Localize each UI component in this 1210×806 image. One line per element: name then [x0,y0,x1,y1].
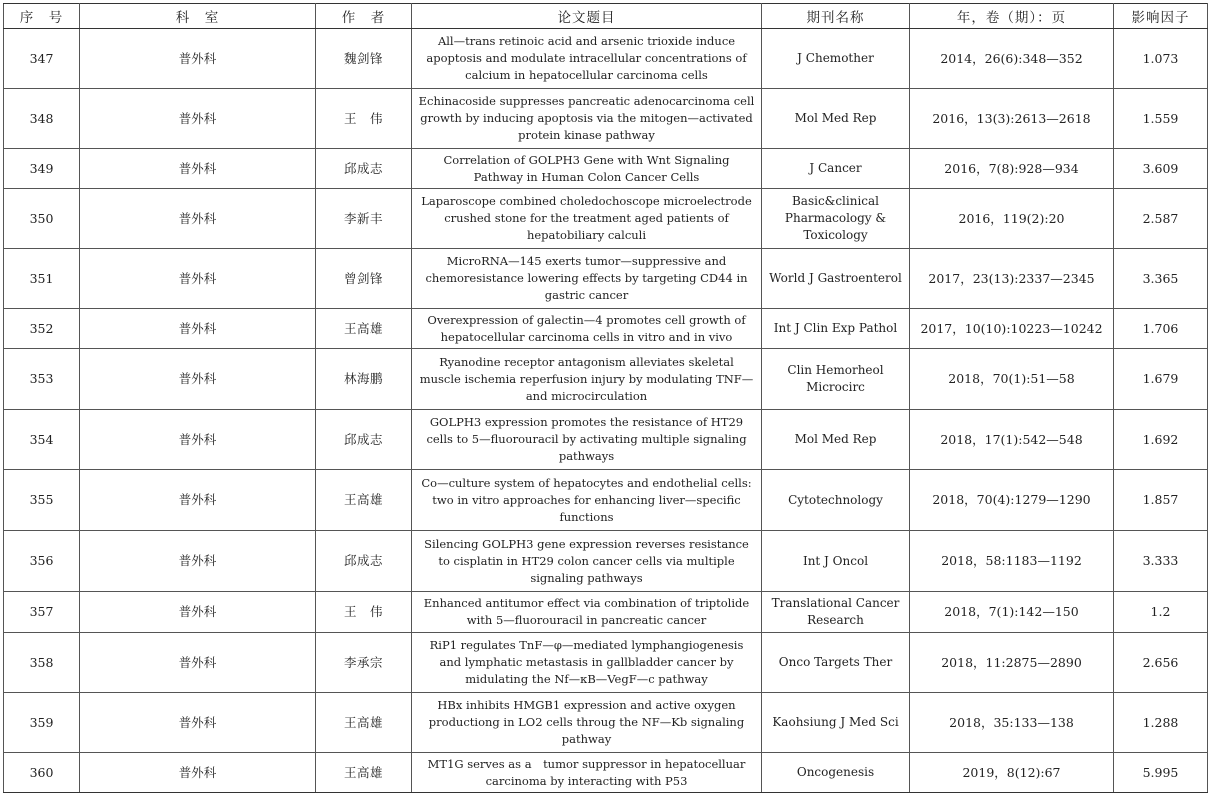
cell-title: Laparoscope combined choledochoscope microelectrode crushed stone for the treatment aged patients of hepatobiliary calculi [412,189,762,249]
table-row [4,149,1208,189]
cell-journal: Mol Med Rep [762,410,910,470]
table-row [4,309,1208,349]
table-header-row [4,4,1208,29]
cell-journal: Basic&clinical Pharmacology & Toxicology [762,189,910,249]
cell-citation: 2018，11:2875—2890 [910,633,1114,693]
header-serial: 序 号 [4,4,80,29]
cell-author: 李新丰 [316,189,412,249]
cell-author: 王高雄 [316,753,412,793]
table-row [4,753,1208,793]
cell-department: 普外科 [80,249,316,309]
cell-citation: 2018，58:1183—1192 [910,531,1114,592]
cell-department: 普外科 [80,531,316,592]
cell-citation: 2017，10(10):10223—10242 [910,309,1114,349]
cell-department: 普外科 [80,29,316,89]
header-title: 论文题目 [412,4,762,29]
cell-department: 普外科 [80,149,316,189]
cell-citation: 2016，7(8):928—934 [910,149,1114,189]
cell-serial: 355 [4,470,80,531]
table-row [4,249,1208,309]
cell-serial: 349 [4,149,80,189]
cell-author: 王高雄 [316,693,412,753]
cell-author: 王 伟 [316,89,412,149]
header-citation: 年，卷（期）：页 [910,4,1114,29]
cell-serial: 356 [4,531,80,592]
cell-title: Co—culture system of hepatocytes and endothelial cells: two in vitro approaches for enhancing liver—specific functions [412,470,762,531]
table-row [4,29,1208,89]
cell-title: All—trans retinoic acid and arsenic trioxide induce apoptosis and modulate intracellular concentrations of calcium in hepatocellular carcinoma cells [412,29,762,89]
cell-journal: Oncogenesis [762,753,910,793]
cell-serial: 354 [4,410,80,470]
cell-title: Ryanodine receptor antagonism alleviates skeletal muscle ischemia reperfusion injury by modulating TNF— and microcirculation [412,349,762,410]
cell-impact-factor: 1.073 [1114,29,1208,89]
cell-journal: World J Gastroenterol [762,249,910,309]
cell-author: 邱成志 [316,531,412,592]
cell-department: 普外科 [80,349,316,410]
cell-serial: 353 [4,349,80,410]
table-row [4,633,1208,693]
cell-serial: 358 [4,633,80,693]
cell-author: 王高雄 [316,470,412,531]
cell-title: Enhanced antitumor effect via combination of triptolide with 5—fluorouracil in pancreatic cancer [412,592,762,633]
cell-author: 王高雄 [316,309,412,349]
cell-department: 普外科 [80,693,316,753]
table-row [4,189,1208,249]
cell-title: Overexpression of galectin—4 promotes cell growth of hepatocellular carcinoma cells in vitro and in vivo [412,309,762,349]
cell-title: Correlation of GOLPH3 Gene with Wnt Signaling Pathway in Human Colon Cancer Cells [412,149,762,189]
cell-journal: Onco Targets Ther [762,633,910,693]
cell-impact-factor: 3.333 [1114,531,1208,592]
cell-author: 魏剑锋 [316,29,412,89]
cell-serial: 360 [4,753,80,793]
cell-journal: Int J Clin Exp Pathol [762,309,910,349]
cell-title: Silencing GOLPH3 gene expression reverses resistance to cisplatin in HT29 colon cancer cells via multiple signaling pathways [412,531,762,592]
cell-impact-factor: 2.587 [1114,189,1208,249]
cell-impact-factor: 1.2 [1114,592,1208,633]
cell-serial: 348 [4,89,80,149]
cell-serial: 357 [4,592,80,633]
cell-journal: Translational Cancer Research [762,592,910,633]
cell-author: 邱成志 [316,410,412,470]
cell-impact-factor: 1.857 [1114,470,1208,531]
cell-department: 普外科 [80,410,316,470]
cell-citation: 2018，35:133—138 [910,693,1114,753]
table-row [4,349,1208,410]
cell-department: 普外科 [80,309,316,349]
cell-journal: J Cancer [762,149,910,189]
cell-journal: Clin Hemorheol Microcirc [762,349,910,410]
cell-citation: 2014，26(6):348—352 [910,29,1114,89]
cell-citation: 2019，8(12):67 [910,753,1114,793]
table-row [4,531,1208,592]
cell-serial: 350 [4,189,80,249]
cell-citation: 2016，119(2):20 [910,189,1114,249]
cell-author: 邱成志 [316,149,412,189]
cell-author: 曾剑锋 [316,249,412,309]
cell-impact-factor: 2.656 [1114,633,1208,693]
cell-impact-factor: 1.559 [1114,89,1208,149]
cell-author: 王 伟 [316,592,412,633]
cell-journal: J Chemother [762,29,910,89]
cell-impact-factor: 5.995 [1114,753,1208,793]
cell-serial: 359 [4,693,80,753]
cell-journal: Kaohsiung J Med Sci [762,693,910,753]
cell-title: HBx inhibits HMGB1 expression and active oxygen productiong in LO2 cells throug the NF—Kb signaling pathway [412,693,762,753]
cell-impact-factor: 3.609 [1114,149,1208,189]
cell-serial: 347 [4,29,80,89]
table-row [4,592,1208,633]
header-author: 作 者 [316,4,412,29]
cell-citation: 2018，70(4):1279—1290 [910,470,1114,531]
header-journal: 期刊名称 [762,4,910,29]
cell-title: GOLPH3 expression promotes the resistance of HT29 cells to 5—fluorouracil by activating multiple signaling pathways [412,410,762,470]
cell-serial: 352 [4,309,80,349]
cell-impact-factor: 1.679 [1114,349,1208,410]
cell-title: Echinacoside suppresses pancreatic adenocarcinoma cell growth by inducing apoptosis via the mitogen—activated protein kinase pathway [412,89,762,149]
cell-citation: 2018，70(1):51—58 [910,349,1114,410]
cell-impact-factor: 1.706 [1114,309,1208,349]
cell-citation: 2018，7(1):142—150 [910,592,1114,633]
cell-department: 普外科 [80,189,316,249]
cell-citation: 2016，13(3):2613—2618 [910,89,1114,149]
table-row [4,89,1208,149]
cell-department: 普外科 [80,89,316,149]
cell-citation: 2018，17(1):542—548 [910,410,1114,470]
cell-impact-factor: 3.365 [1114,249,1208,309]
cell-journal: Mol Med Rep [762,89,910,149]
cell-serial: 351 [4,249,80,309]
cell-author: 林海鹏 [316,349,412,410]
cell-department: 普外科 [80,470,316,531]
table-row [4,410,1208,470]
publication-table [3,3,1208,793]
cell-title: MicroRNA—145 exerts tumor—suppressive and chemoresistance lowering effects by targeting CD44 in gastric cancer [412,249,762,309]
cell-impact-factor: 1.692 [1114,410,1208,470]
cell-journal: Cytotechnology [762,470,910,531]
header-impact-factor: 影响因子 [1114,4,1208,29]
cell-title: MT1G serves as a tumor suppressor in hepatocelluar carcinoma by interacting with P53 [412,753,762,793]
cell-department: 普外科 [80,592,316,633]
cell-journal: Int J Oncol [762,531,910,592]
table-row [4,693,1208,753]
cell-impact-factor: 1.288 [1114,693,1208,753]
cell-department: 普外科 [80,753,316,793]
table-row [4,470,1208,531]
cell-citation: 2017，23(13):2337—2345 [910,249,1114,309]
cell-author: 李承宗 [316,633,412,693]
cell-title: RiP1 regulates TnF—φ—mediated lymphangiogenesis and lymphatic metastasis in gallbladder cancer by midulating the Nf—κB—VegF—c pathway [412,633,762,693]
cell-department: 普外科 [80,633,316,693]
header-department: 科 室 [80,4,316,29]
